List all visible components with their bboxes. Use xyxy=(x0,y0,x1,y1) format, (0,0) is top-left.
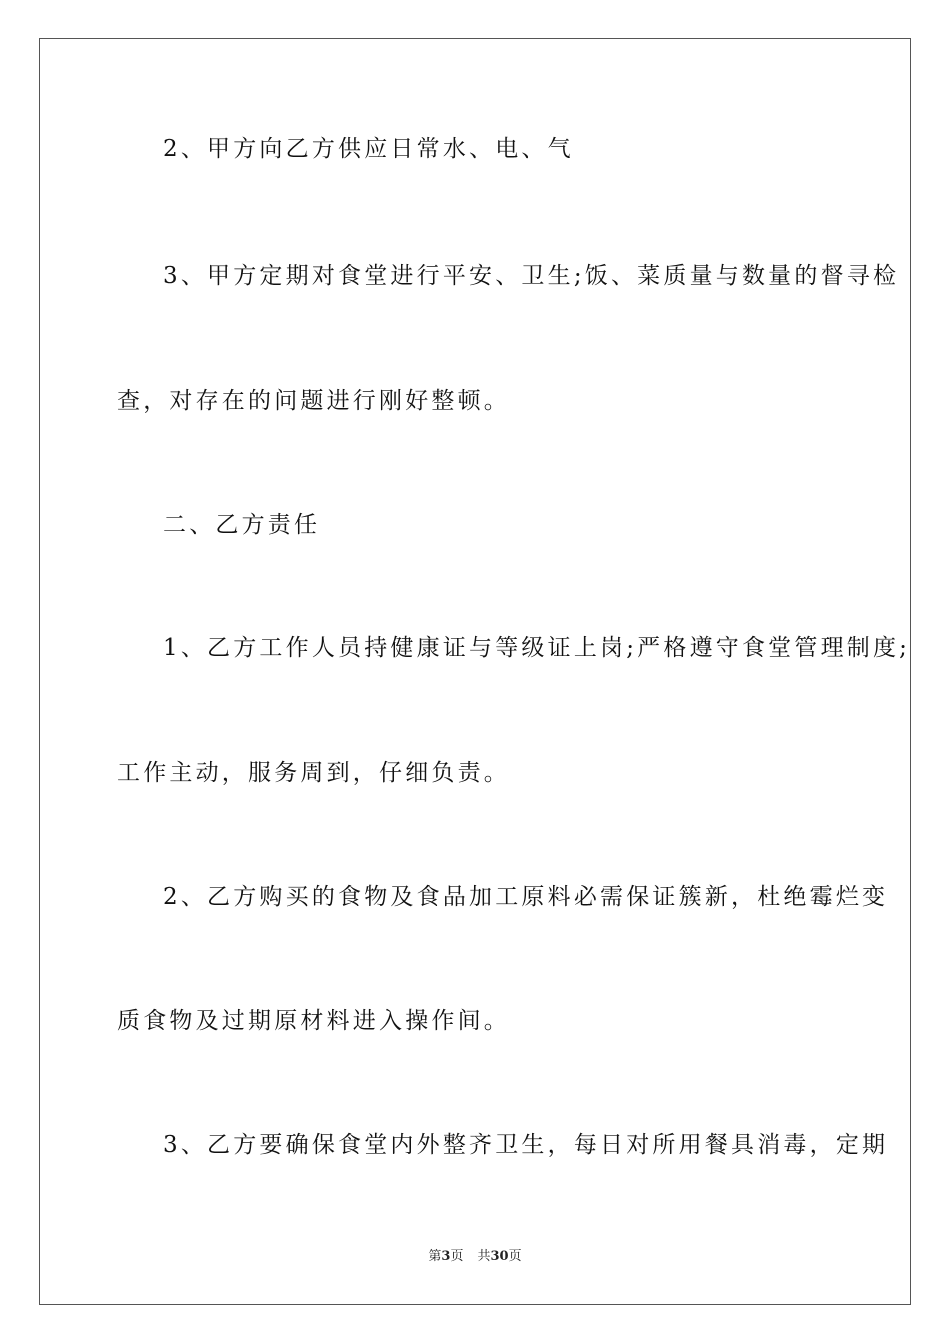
total-suffix: 页 xyxy=(508,1249,522,1264)
paragraph-line: 3、乙方要确保食堂内外整齐卫生，每日对所用餐具消毒，定期 xyxy=(163,1132,889,1158)
page-frame xyxy=(39,38,911,1305)
total-pages: 30 xyxy=(490,1249,509,1264)
total-prefix: 共 xyxy=(477,1249,491,1264)
page-prefix: 第 xyxy=(428,1249,442,1264)
paragraph-line: 质食物及过期原材料进入操作间。 xyxy=(117,1008,510,1034)
page-suffix: 页 xyxy=(450,1249,464,1264)
paragraph-line: 1、乙方工作人员持健康证与等级证上岗;严格遵守食堂管理制度; xyxy=(163,635,911,661)
paragraph-line: 3、甲方定期对食堂进行平安、卫生;饭、菜质量与数量的督寻检 xyxy=(163,263,900,289)
paragraph-line: 2、甲方向乙方供应日常水、电、气 xyxy=(163,136,574,162)
page-number: 3 xyxy=(441,1249,451,1264)
section-heading: 二、乙方责任 xyxy=(163,512,321,538)
paragraph-line: 2、乙方购买的食物及食品加工原料必需保证簇新，杜绝霉烂变 xyxy=(163,884,889,910)
paragraph-line: 查，对存在的问题进行刚好整顿。 xyxy=(117,388,510,414)
page-footer xyxy=(0,1248,950,1266)
paragraph-line: 工作主动，服务周到，仔细负责。 xyxy=(117,760,510,786)
